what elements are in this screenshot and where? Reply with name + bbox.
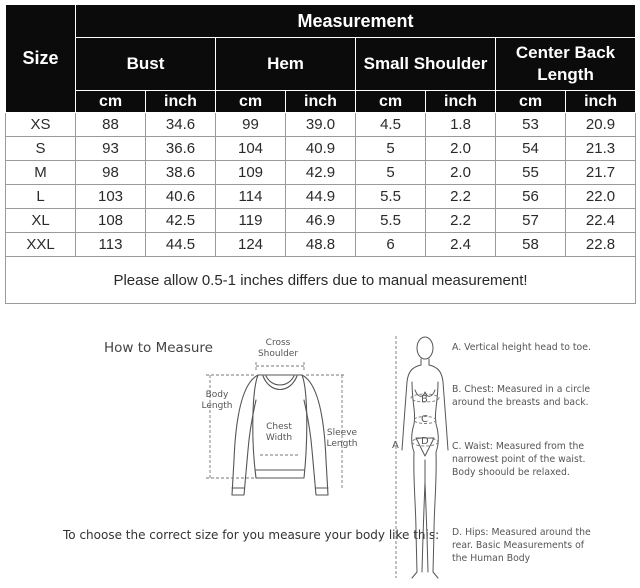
hem-cm-cell: 99 [216, 113, 286, 137]
hem-cm-cell: 119 [216, 209, 286, 233]
hem-inch-cell: 42.9 [286, 161, 356, 185]
shoulder-inch-cell: 2.2 [426, 185, 496, 209]
shoulder-cm-cell: 4.5 [356, 113, 426, 137]
shoulder-cm-cell: 5.5 [356, 209, 426, 233]
back-length-cm-cell: 55 [496, 161, 566, 185]
table-row [6, 209, 636, 233]
hem-inch-cell: 44.9 [286, 185, 356, 209]
unit-inch-header: inch [286, 91, 356, 113]
bust-header: Bust [76, 38, 216, 91]
bust-cm-cell: 103 [76, 185, 146, 209]
back-length-cm-cell: 53 [496, 113, 566, 137]
hem-cm-cell: 124 [216, 233, 286, 257]
shoulder-inch-cell: 1.8 [426, 113, 496, 137]
table-row [6, 161, 636, 185]
hem-cm-cell: 114 [216, 185, 286, 209]
shoulder-inch-cell: 2.0 [426, 161, 496, 185]
body-diagram [390, 332, 460, 588]
back-length-inch-cell: 22.0 [566, 185, 636, 209]
how-to-measure-title: How to Measure [104, 340, 213, 356]
center-back-length-header: Center Back Length [496, 38, 636, 91]
size-chart-table [5, 4, 636, 304]
bust-cm-cell: 88 [76, 113, 146, 137]
back-length-inch-cell: 22.4 [566, 209, 636, 233]
size-cell: S [6, 137, 76, 161]
hem-header: Hem [216, 38, 356, 91]
unit-inch-header: inch [146, 91, 216, 113]
marker-c: C [421, 414, 428, 425]
back-length-inch-cell: 21.7 [566, 161, 636, 185]
sleeve-length-label: Sleeve Length [326, 428, 358, 449]
legend-item-b: B. Chest: Measured in a circle around the breasts and back. [452, 384, 591, 408]
back-length-cm-cell: 57 [496, 209, 566, 233]
back-length-inch-cell: 22.8 [566, 233, 636, 257]
table-row [6, 233, 636, 257]
marker-a: A [392, 440, 399, 451]
hem-cm-cell: 109 [216, 161, 286, 185]
unit-inch-header: inch [566, 91, 636, 113]
unit-cm-header: cm [496, 91, 566, 113]
bust-cm-cell: 113 [76, 233, 146, 257]
hem-inch-cell: 39.0 [286, 113, 356, 137]
legend-item-d: D. Hips: Measured around the rear. Basic Measurements of the Human Body [452, 527, 591, 564]
small-shoulder-header: Small Shoulder [356, 38, 496, 91]
how-to-measure-guide [0, 320, 640, 586]
measurement-note: Please allow 0.5-1 inches differs due to manual measurement! [6, 257, 636, 304]
table-row [6, 113, 636, 137]
bust-inch-cell: 42.5 [146, 209, 216, 233]
back-length-cm-cell: 54 [496, 137, 566, 161]
shoulder-inch-cell: 2.0 [426, 137, 496, 161]
size-cell: L [6, 185, 76, 209]
size-cell: XL [6, 209, 76, 233]
size-cell: XS [6, 113, 76, 137]
shoulder-cm-cell: 5.5 [356, 185, 426, 209]
legend-item-a: A. Vertical height head to toe. [452, 342, 591, 353]
bust-cm-cell: 108 [76, 209, 146, 233]
hem-inch-cell: 40.9 [286, 137, 356, 161]
bust-inch-cell: 38.6 [146, 161, 216, 185]
unit-inch-header: inch [426, 91, 496, 113]
back-length-cm-cell: 56 [496, 185, 566, 209]
marker-d: D [421, 436, 429, 447]
bust-cm-cell: 98 [76, 161, 146, 185]
bust-inch-cell: 36.6 [146, 137, 216, 161]
hem-inch-cell: 46.9 [286, 209, 356, 233]
shoulder-cm-cell: 5 [356, 137, 426, 161]
unit-cm-header: cm [216, 91, 286, 113]
table-row [6, 137, 636, 161]
bust-inch-cell: 40.6 [146, 185, 216, 209]
hem-cm-cell: 104 [216, 137, 286, 161]
unit-cm-header: cm [76, 91, 146, 113]
marker-b: B [421, 394, 428, 405]
shoulder-inch-cell: 2.2 [426, 209, 496, 233]
bust-cm-cell: 93 [76, 137, 146, 161]
legend-item-c: C. Waist: Measured from the narrowest point of the waist. Body shoould be relaxed. [452, 441, 586, 478]
back-length-inch-cell: 20.9 [566, 113, 636, 137]
back-length-cm-cell: 58 [496, 233, 566, 257]
shoulder-inch-cell: 2.4 [426, 233, 496, 257]
choose-size-instruction: To choose the correct size for you measure your body like this: [63, 528, 440, 542]
body-length-label: Body Length [201, 390, 233, 411]
chest-width-label: Chest Width [265, 422, 293, 443]
bust-inch-cell: 34.6 [146, 113, 216, 137]
measurement-header: Measurement [76, 5, 636, 38]
shoulder-cm-cell: 5 [356, 161, 426, 185]
shoulder-cm-cell: 6 [356, 233, 426, 257]
unit-cm-header: cm [356, 91, 426, 113]
hem-inch-cell: 48.8 [286, 233, 356, 257]
size-header: Size [6, 5, 76, 113]
cross-shoulder-label: Cross Shoulder [257, 338, 299, 359]
back-length-inch-cell: 21.3 [566, 137, 636, 161]
table-row [6, 185, 636, 209]
bust-inch-cell: 44.5 [146, 233, 216, 257]
size-cell: XXL [6, 233, 76, 257]
size-cell: M [6, 161, 76, 185]
